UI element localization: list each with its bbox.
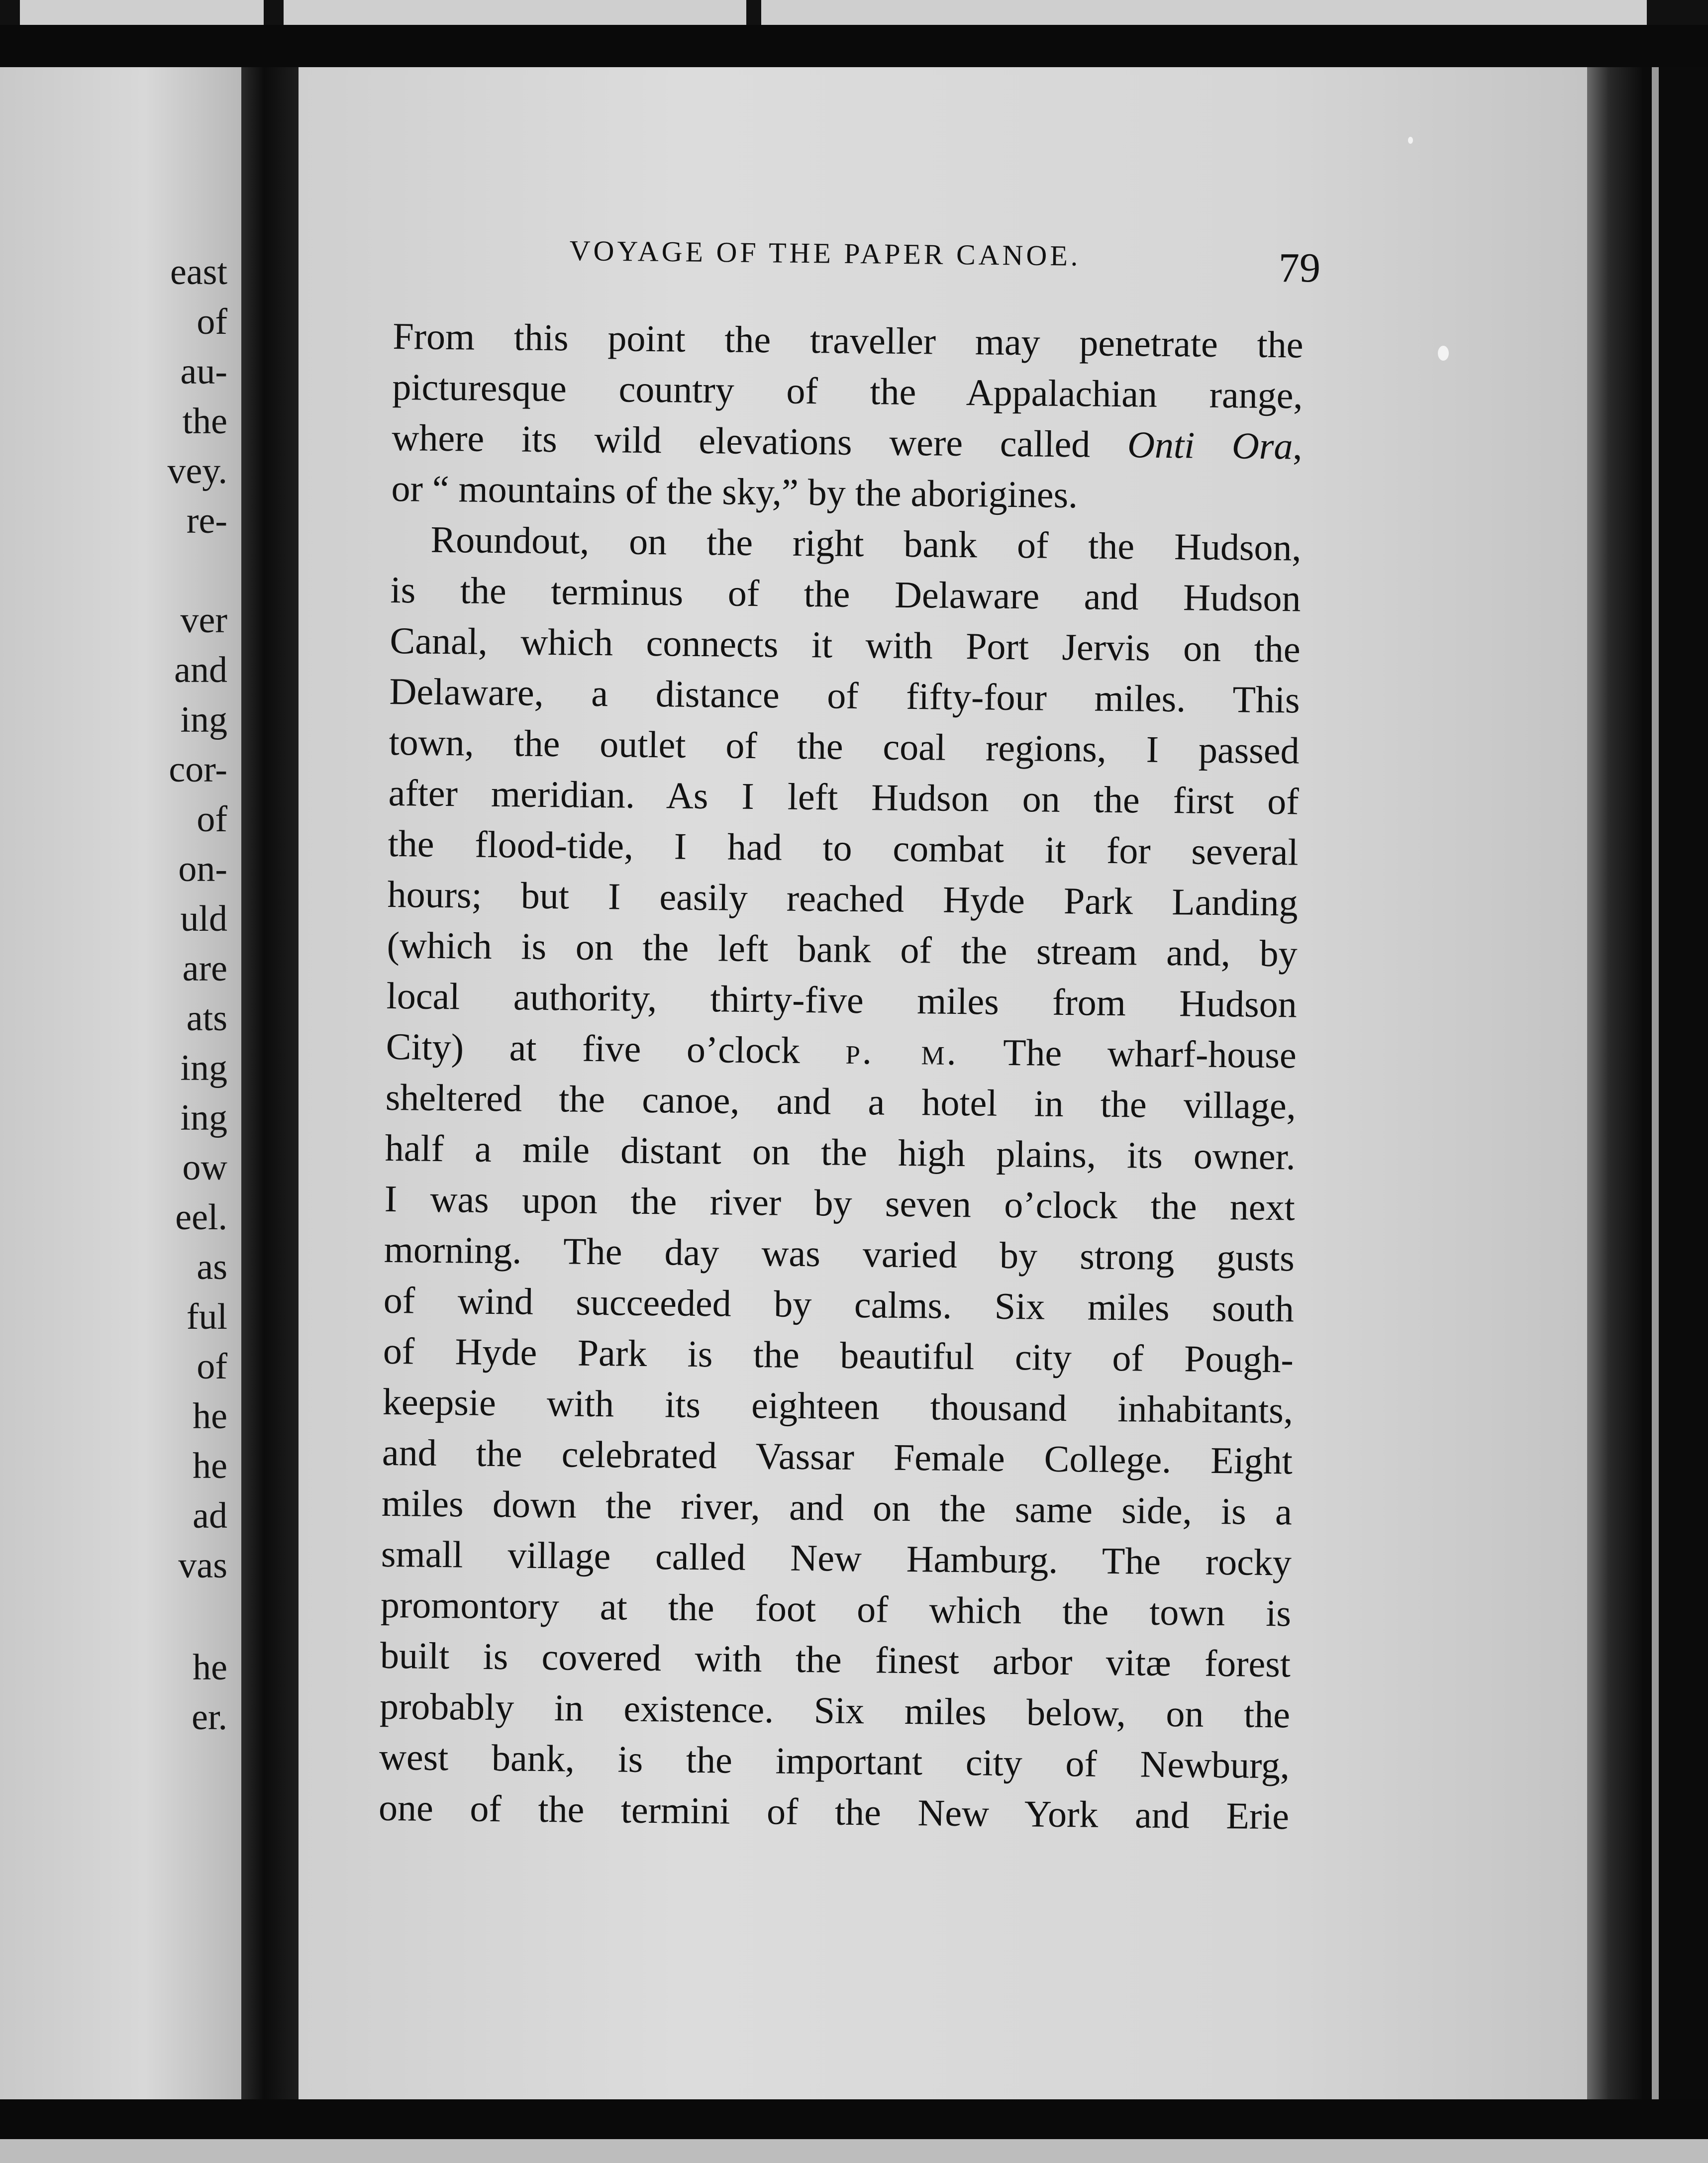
text-line: City) at five o’clock p. m. The wharf-house: [386, 1025, 1297, 1077]
bottom-page-edge: [0, 2139, 1708, 2163]
left-page-fragment: re-: [186, 500, 227, 541]
text-line: Delaware, a distance of fifty-four miles. This: [389, 670, 1300, 721]
left-page-fragment: on-: [178, 849, 227, 889]
page-number: 79: [1279, 245, 1320, 291]
text-line: built is covered with the finest arbor vitæ forest: [380, 1634, 1291, 1685]
text-line: of Hyde Park is the beautiful city of Pough-: [383, 1330, 1294, 1381]
text-line: picturesque country of the Appalachian range,: [392, 366, 1303, 417]
text-line: miles down the river, and on the same side, is a: [381, 1482, 1293, 1533]
text-line: hours; but I easily reached Hyde Park Landing: [387, 873, 1299, 924]
text-line: and the celebrated Vassar Female College. Eight: [382, 1431, 1293, 1482]
left-page-fragment: he: [193, 1647, 227, 1688]
left-page-fragment: of: [197, 301, 227, 342]
left-page-fragment: er.: [192, 1697, 227, 1738]
text-line: Canal, which connects it with Port Jervis on the: [390, 619, 1301, 671]
main-page: [299, 67, 1587, 2099]
text-line: Roundout, on the right bank of the Hudson,: [430, 518, 1302, 569]
left-page-fragment: and: [174, 650, 227, 690]
right-page-edge: [1587, 67, 1642, 2099]
adjacent-left-page: [0, 67, 241, 2099]
text-line: where its wild elevations were called Onti Ora,: [392, 416, 1303, 468]
left-page-fragment: au-: [180, 351, 227, 392]
left-page-fragment: he: [193, 1396, 227, 1437]
right-book-edge: [1642, 67, 1708, 2099]
text-line: half a mile distant on the high plains, its owner.: [385, 1127, 1296, 1178]
text-line: or “ mountains of the sky,” by the aborigines.: [391, 467, 1078, 516]
left-page-fragment: ver: [180, 600, 227, 641]
left-page-fragment: he: [193, 1446, 227, 1486]
left-page-fragment: as: [197, 1247, 227, 1287]
left-page-fragment: vas: [178, 1545, 227, 1586]
text-line: the flood-tide, I had to combat it for several: [388, 822, 1299, 874]
text-line: promontory at the foot of which the town is: [380, 1583, 1292, 1635]
dust-speck: [1408, 137, 1413, 144]
left-page-fragment: ad: [193, 1495, 227, 1536]
left-page-fragment: of: [197, 799, 227, 840]
left-page-fragment: east: [170, 252, 227, 293]
left-page-fragment: eel.: [175, 1197, 227, 1238]
left-page-fragment: ing: [180, 699, 227, 740]
text-line: I was upon the river by seven o’clock the next: [384, 1178, 1296, 1229]
text-line: is the terminus of the Delaware and Hudson: [390, 569, 1301, 620]
text-line: west bank, is the important city of Newburg,: [379, 1736, 1290, 1787]
left-page-fragment: of: [197, 1346, 227, 1387]
left-page-fragment: ing: [180, 1048, 227, 1088]
text-line: From this point the traveller may penetrate the: [393, 315, 1304, 366]
text-line: of wind succeeded by calms. Six miles south: [383, 1279, 1295, 1330]
text-line: small village called New Hamburg. The rocky: [381, 1533, 1292, 1584]
left-page-fragment: cor-: [169, 749, 227, 790]
running-head: VOYAGE OF THE PAPER CANOE.: [569, 234, 1081, 272]
top-page-edge: [0, 0, 1708, 25]
text-line: keepsie with its eighteen thousand inhabitants,: [382, 1380, 1294, 1432]
text-line: probably in existence. Six miles below, on the: [379, 1685, 1291, 1736]
page-gutter: [241, 67, 299, 2099]
text-line: sheltered the canoe, and a hotel in the village,: [385, 1076, 1297, 1127]
left-page-fragment: ing: [180, 1097, 227, 1138]
left-page-fragment: uld: [180, 898, 227, 939]
text-line: after meridian. As I left Hudson on the first of: [388, 772, 1300, 823]
left-page-fragment: vey.: [167, 451, 227, 492]
text-line: local authority, thirty-five miles from Hudson: [386, 975, 1298, 1026]
text-line: town, the outlet of the coal regions, I passed: [389, 721, 1300, 772]
text-line: one of the termini of the New York and Erie: [378, 1786, 1290, 1838]
text-line: morning. The day was varied by strong gusts: [384, 1228, 1295, 1279]
top-clamp-bar: [0, 25, 1708, 67]
text-line: (which is on the left bank of the stream and, by: [387, 924, 1298, 975]
dust-speck: [1438, 346, 1449, 361]
left-page-fragment: ats: [186, 998, 227, 1039]
left-page-fragment: ful: [186, 1296, 227, 1337]
left-page-fragment: the: [182, 401, 227, 442]
body-text: [379, 311, 1304, 1842]
left-page-fragment: ow: [182, 1147, 227, 1188]
left-page-fragment: are: [182, 948, 227, 989]
